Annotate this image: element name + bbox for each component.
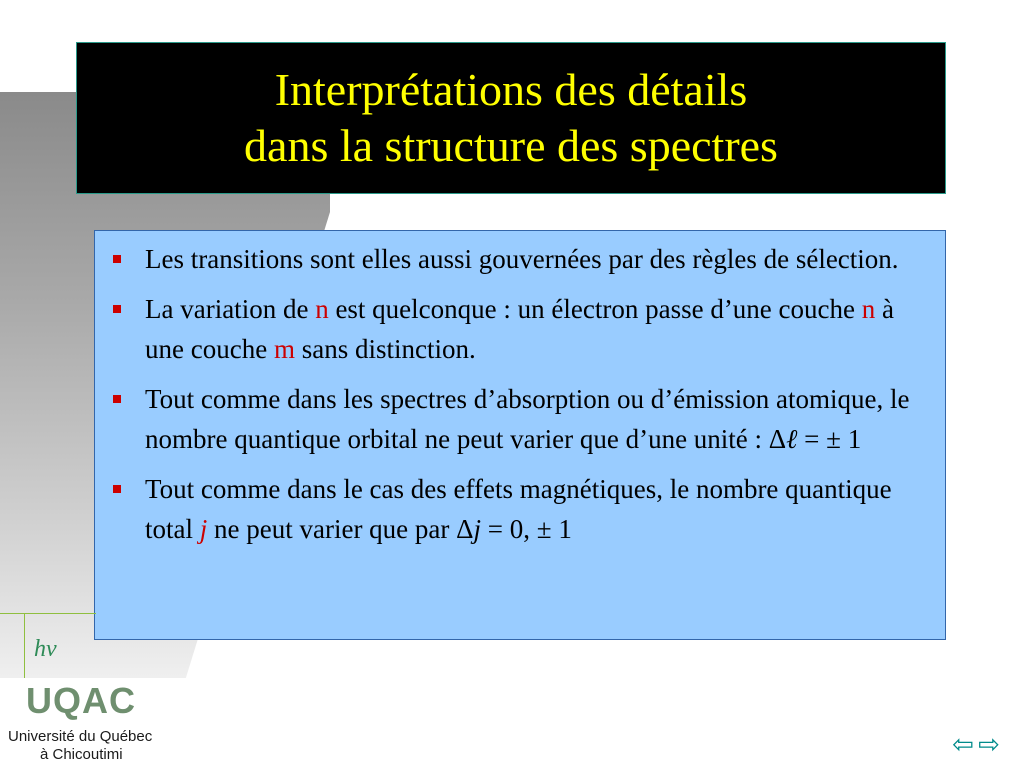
slide-title-box xyxy=(76,42,946,194)
bullet-marker-icon xyxy=(113,255,121,263)
bullet-text-segment: j xyxy=(199,514,208,544)
bullet-item xyxy=(109,469,931,549)
bullet-text-segment: ℓ xyxy=(786,424,798,454)
bullet-marker-icon xyxy=(113,305,121,313)
hv-symbol: hν xyxy=(34,636,57,662)
slide-title-line-1: Interprétations des détails xyxy=(274,64,748,115)
content-box xyxy=(94,230,946,640)
bullet-text-segment: j xyxy=(473,514,482,544)
bullet-item xyxy=(109,289,931,369)
guide-line-vertical xyxy=(24,613,25,683)
arrow-right-icon[interactable]: ⇨ xyxy=(978,730,1000,760)
bullet-marker-icon xyxy=(113,485,121,493)
bullet-text-segment: ne peut varier que par Δ xyxy=(207,514,474,544)
bullet-text-segment: La variation de xyxy=(145,294,316,324)
bullet-text-segment: n xyxy=(315,294,329,324)
bullet-text-segment: sans distinction. xyxy=(294,334,476,364)
logo-university-name: Université du Québec xyxy=(8,728,153,745)
bullet-text-segment: = ± 1 xyxy=(797,424,862,454)
bullet-item xyxy=(109,379,931,459)
bullet-text-segment: m xyxy=(273,334,295,364)
bullet-text-segment: est quelconque : un électron passe d’une couche xyxy=(328,294,862,324)
bullet-text-segment: = 0, ± 1 xyxy=(481,514,572,544)
bullet-text-segment: à une couche xyxy=(145,294,894,364)
bullet-text-segment: Tout comme dans les spectres d’absorption ou d’émission atomique, le nombre quantique orbital ne peut varier que d’une unité : Δ xyxy=(145,384,910,454)
bullet-marker-icon xyxy=(113,395,121,403)
guide-line-horizontal xyxy=(0,613,96,614)
bullet-text-segment: Les transitions sont elles aussi gouvernées par des règles de sélection. xyxy=(145,244,899,274)
logo-city-name: à Chicoutimi xyxy=(40,746,123,763)
bullet-text-segment: Tout comme dans le cas des effets magnétiques, le nombre quantique total xyxy=(145,474,892,544)
uqac-logo: UQAC xyxy=(26,680,136,721)
bullet-item xyxy=(109,239,931,279)
arrow-left-icon[interactable]: ⇦ xyxy=(952,730,974,760)
bullet-list xyxy=(95,231,945,549)
bullet-text-segment: n xyxy=(861,294,876,324)
slide-title-line-2: dans la structure des spectres xyxy=(244,120,778,171)
